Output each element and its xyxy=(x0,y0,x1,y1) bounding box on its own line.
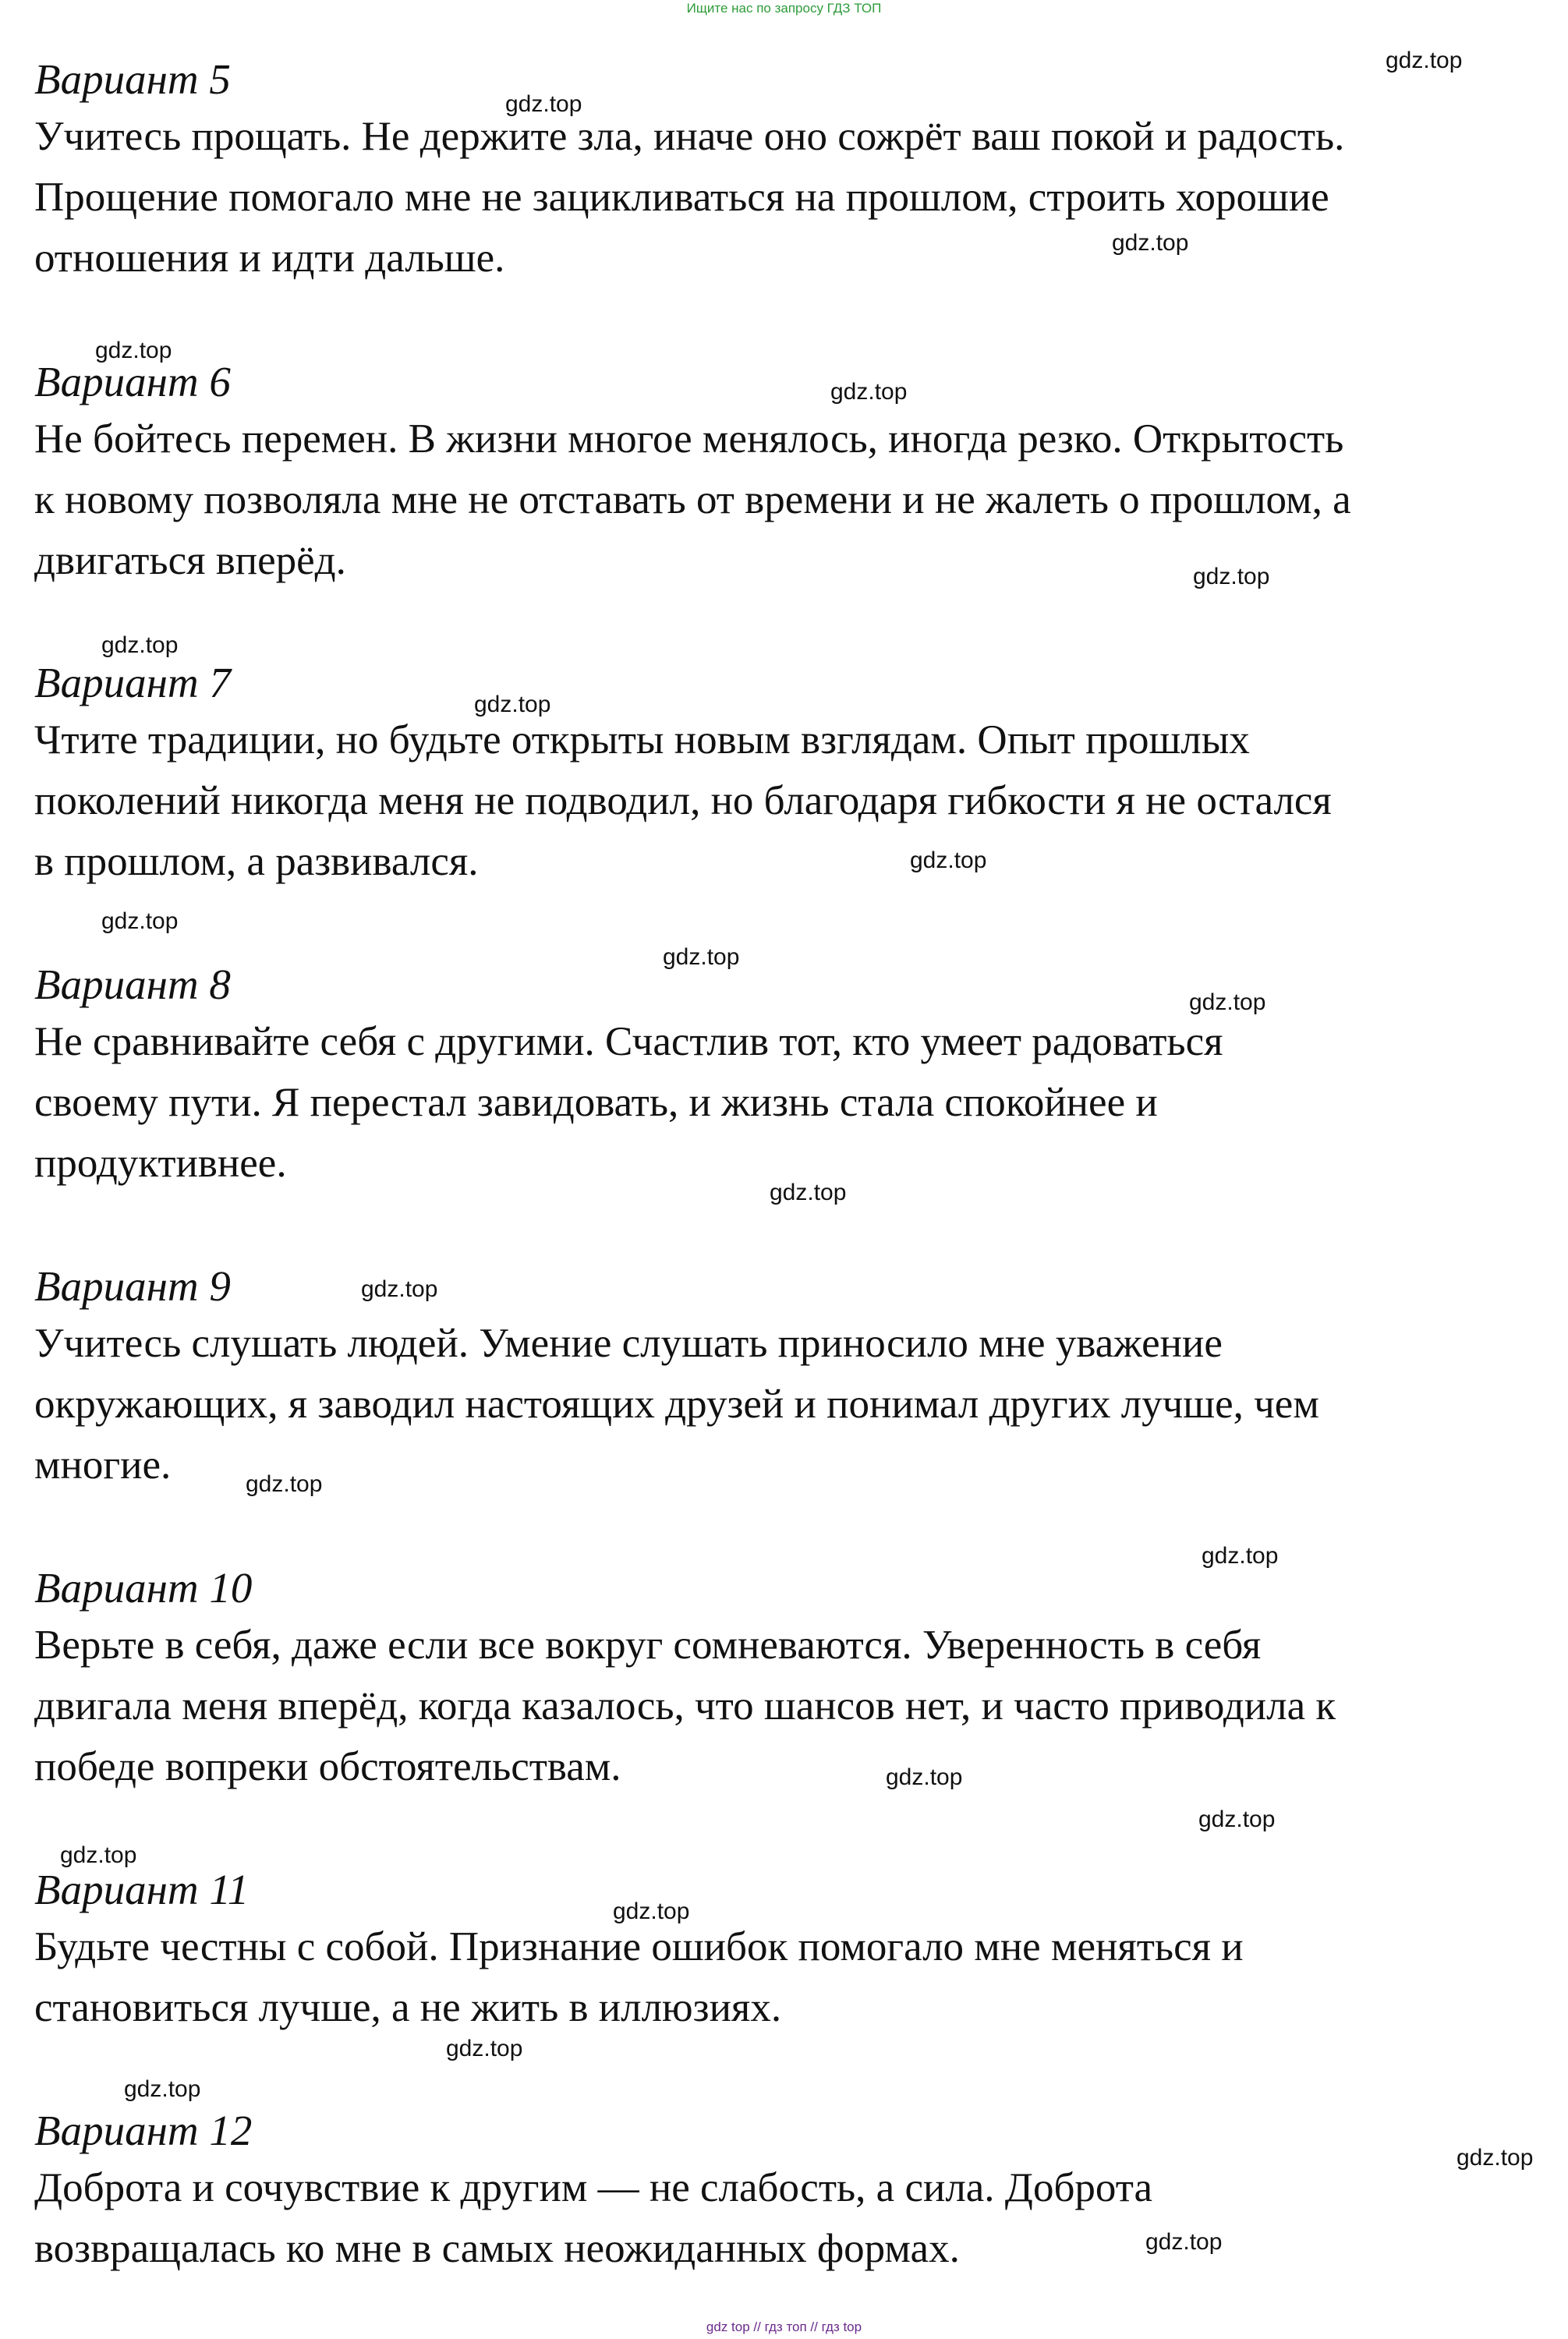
watermark: gdz.top xyxy=(60,1842,137,1868)
text-line: двигаться вперёд. xyxy=(34,538,346,583)
text-line: к новому позволяла мне не отставать от времени и не жалеть о прошлом, а xyxy=(34,477,1351,522)
variant-title: Вариант 12 xyxy=(34,2107,253,2154)
watermark: gdz.top xyxy=(1193,564,1270,589)
variant-text xyxy=(34,709,1516,892)
watermark: gdz.top xyxy=(446,2036,523,2061)
watermark: gdz.top xyxy=(101,632,179,658)
text-line: Будьте честны с собой. Признание ошибок помогало мне меняться и xyxy=(34,1924,1244,1969)
watermark: gdz.top xyxy=(95,338,172,363)
text-line: Не бойтесь перемен. В жизни многое менялось, иногда резко. Открытость xyxy=(34,416,1344,462)
watermark: gdz.top xyxy=(910,847,987,873)
watermark: gdz.top xyxy=(1202,1543,1279,1569)
variant-title: Вариант 10 xyxy=(34,1564,253,1612)
watermark: gdz.top xyxy=(1457,2145,1534,2171)
text-line: победе вопреки обстоятельствам. xyxy=(34,1744,621,1789)
watermark: gdz.top xyxy=(246,1471,323,1497)
variant-8 xyxy=(34,961,1516,1194)
watermark: gdz.top xyxy=(886,1764,963,1790)
text-line: Чтите традиции, но будьте открыты новым взглядам. Опыт прошлых xyxy=(34,717,1250,763)
watermark: gdz.top xyxy=(663,944,740,970)
text-line: становиться лучше, а не жить в иллюзиях. xyxy=(34,1985,782,2030)
text-line: возвращалась ко мне в самых неожиданных формах. xyxy=(34,2226,960,2271)
variant-text xyxy=(34,1615,1516,1797)
text-line: своему пути. Я перестал завидовать, и жизнь стала спокойнее и xyxy=(34,1080,1158,1125)
text-line: отношения и идти дальше. xyxy=(34,235,505,281)
variant-11 xyxy=(34,1867,1516,2038)
watermark: gdz.top xyxy=(505,91,582,117)
bottom-banner: gdz top // гдз топ // гдз top xyxy=(706,2320,862,2334)
watermark: gdz.top xyxy=(1189,989,1266,1015)
variant-10 xyxy=(34,1565,1516,1797)
variant-5 xyxy=(34,56,1516,288)
variant-7 xyxy=(34,660,1516,892)
variant-text xyxy=(34,1313,1516,1495)
variant-9 xyxy=(34,1263,1516,1495)
text-line: окружающих, я заводил настоящих друзей и понимал других лучше, чем xyxy=(34,1382,1319,1427)
variant-title: Вариант 6 xyxy=(34,358,231,405)
watermark: gdz.top xyxy=(1198,1806,1276,1832)
watermark: gdz.top xyxy=(124,2076,201,2102)
watermark: gdz.top xyxy=(613,1898,690,1924)
variant-text xyxy=(34,2157,1516,2279)
text-line: Учитесь прощать. Не держите зла, иначе оно сожрёт ваш покой и радость. xyxy=(34,114,1345,159)
variant-6 xyxy=(34,359,1516,591)
text-line: многие. xyxy=(34,1442,172,1488)
variant-text xyxy=(34,1916,1516,2038)
watermark: gdz.top xyxy=(1386,48,1463,73)
text-line: Не сравнивайте себя с другими. Счастлив тот, кто умеет радоваться xyxy=(34,1019,1223,1064)
text-line: Доброта и сочувствие к другим — не слабость, а сила. Доброта xyxy=(34,2165,1153,2210)
watermark: gdz.top xyxy=(474,692,551,717)
text-line: поколений никогда меня не подводил, но благодаря гибкости я не остался xyxy=(34,778,1332,823)
variant-text xyxy=(34,106,1516,288)
text-line: в прошлом, а развивался. xyxy=(34,839,479,884)
watermark: gdz.top xyxy=(361,1276,438,1302)
text-line: продуктивнее. xyxy=(34,1141,287,1186)
variant-title: Вариант 8 xyxy=(34,961,231,1008)
text-line: Прощение помогало мне не зацикливаться на прошлом, строить хорошие xyxy=(34,175,1329,220)
variant-title: Вариант 11 xyxy=(34,1866,250,1913)
variant-title: Вариант 9 xyxy=(34,1262,231,1310)
variant-text xyxy=(34,1011,1516,1194)
watermark: gdz.top xyxy=(770,1180,847,1205)
variant-title: Вариант 7 xyxy=(34,659,231,706)
variant-12 xyxy=(34,2107,1516,2279)
watermark: gdz.top xyxy=(1112,230,1189,256)
text-line: Верьте в себя, даже если все вокруг сомневаются. Уверенность в себя xyxy=(34,1622,1262,1668)
variant-title: Вариант 5 xyxy=(34,55,231,103)
top-banner: Ищите нас по запросу ГДЗ ТОП xyxy=(686,1,882,16)
variant-text xyxy=(34,409,1516,591)
text-line: двигала меня вперёд, когда казалось, что шансов нет, и часто приводила к xyxy=(34,1683,1336,1729)
text-line: Учитесь слушать людей. Умение слушать приносило мне уважение xyxy=(34,1321,1223,1366)
watermark: gdz.top xyxy=(101,908,179,934)
watermark: gdz.top xyxy=(830,379,908,405)
watermark: gdz.top xyxy=(1145,2229,1223,2255)
